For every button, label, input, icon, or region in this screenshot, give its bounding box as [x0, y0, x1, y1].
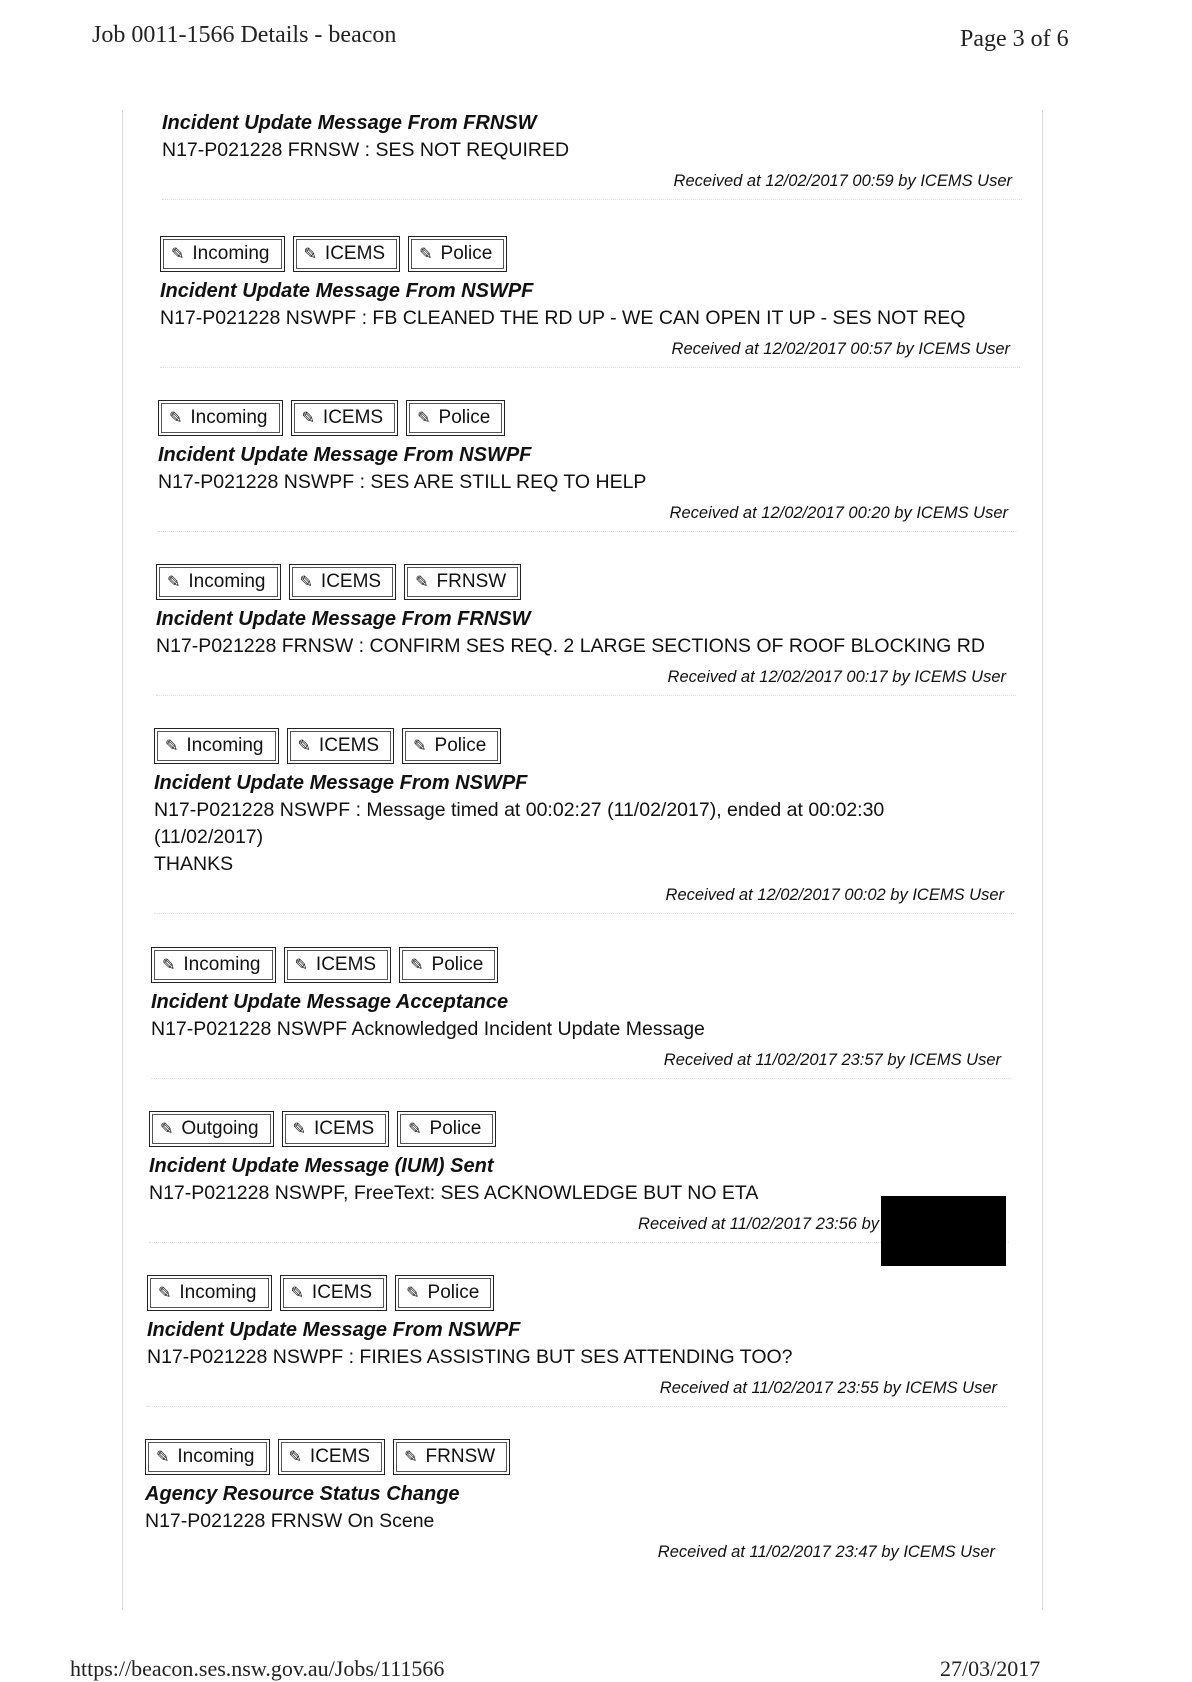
- tag-label: Incoming: [177, 1446, 255, 1467]
- entry-title: Incident Update Message Acceptance: [151, 991, 509, 1013]
- tag-system[interactable]: [284, 947, 392, 983]
- pencil-icon: ✎: [299, 574, 313, 591]
- tag-label: Outgoing: [181, 1118, 259, 1139]
- tag-direction[interactable]: [158, 400, 283, 436]
- pencil-icon: ✎: [290, 1285, 304, 1302]
- entry-separator: [158, 531, 1018, 532]
- entry-message: N17-P021228 NSWPF : FB CLEANED THE RD UP - WE CAN OPEN IT UP - SES NOT REQ: [160, 307, 966, 329]
- footer-url: https://beacon.ses.nsw.gov.au/Jobs/111566: [70, 1656, 445, 1681]
- entry-title: Incident Update Message From NSWPF: [147, 1319, 521, 1341]
- tag-label: ICEMS: [313, 1118, 375, 1139]
- pencil-icon: ✎: [297, 738, 311, 755]
- pencil-icon: ✎: [417, 410, 431, 427]
- entry-separator: [151, 1078, 1011, 1079]
- entry-separator: [147, 1406, 1007, 1407]
- tag-row: [154, 728, 1014, 766]
- entry-received: Received at 11/02/2017 23:56 by: [638, 1215, 879, 1233]
- entry-separator: [156, 695, 1016, 696]
- tag-label: ICEMS: [318, 735, 380, 756]
- log-entry: [154, 728, 1014, 914]
- entry-received: Received at 12/02/2017 00:59 by ICEMS User: [673, 172, 1012, 190]
- entry-received: Received at 12/02/2017 00:17 by ICEMS User: [667, 668, 1006, 686]
- pencil-icon: ✎: [165, 738, 179, 755]
- entry-message: N17-P021228 NSWPF : FIRIES ASSISTING BUT SES ATTENDING TOO?: [147, 1346, 793, 1368]
- tag-label: Incoming: [188, 571, 266, 592]
- tag-row: [158, 400, 1018, 438]
- tag-row: [147, 1275, 1007, 1313]
- pencil-icon: ✎: [160, 1121, 174, 1138]
- tag-row: [160, 236, 1020, 274]
- tag-direction[interactable]: [156, 564, 281, 600]
- entry-title: Incident Update Message From FRNSW: [162, 112, 537, 134]
- log-entry: [160, 236, 1020, 368]
- tag-row: [145, 1439, 1005, 1477]
- entry-received: Received at 12/02/2017 00:57 by ICEMS User: [671, 340, 1010, 358]
- tag-agency[interactable]: [402, 728, 501, 764]
- redaction-block: [881, 1196, 1006, 1266]
- tag-agency[interactable]: [395, 1275, 494, 1311]
- tag-label: Incoming: [192, 243, 270, 264]
- pencil-icon: ✎: [303, 246, 317, 263]
- entry-received: Received at 12/02/2017 00:20 by ICEMS User: [669, 504, 1008, 522]
- pencil-icon: ✎: [406, 1285, 420, 1302]
- entry-message: N17-P021228 NSWPF : Message timed at 00:02:27 (11/02/2017), ended at 00:02:30 (11/02/2017) THANKS: [154, 799, 885, 875]
- tag-label: Incoming: [179, 1282, 257, 1303]
- pencil-icon: ✎: [156, 1449, 170, 1466]
- tag-direction[interactable]: [147, 1275, 272, 1311]
- entry-message: N17-P021228 FRNSW : SES NOT REQUIRED: [162, 139, 570, 161]
- pencil-icon: ✎: [413, 738, 427, 755]
- tag-system[interactable]: [287, 728, 395, 764]
- log-entry: [145, 1439, 1005, 1562]
- tag-label: ICEMS: [322, 407, 384, 428]
- pencil-icon: ✎: [410, 957, 424, 974]
- tag-label: Incoming: [183, 954, 261, 975]
- entry-separator: [162, 199, 1022, 200]
- entry-received: Received at 11/02/2017 23:47 by ICEMS User: [657, 1543, 995, 1561]
- tag-agency[interactable]: [408, 236, 507, 272]
- tag-direction[interactable]: [149, 1111, 274, 1147]
- log-entry: [158, 400, 1018, 532]
- content-left-border: [122, 110, 123, 1610]
- entry-message: N17-P021228 NSWPF, FreeText: SES ACKNOWLEDGE BUT NO ETA: [149, 1182, 759, 1204]
- entry-received: Received at 11/02/2017 23:55 by ICEMS User: [659, 1379, 997, 1397]
- tag-system[interactable]: [282, 1111, 390, 1147]
- tag-label: ICEMS: [324, 243, 386, 264]
- tag-label: Police: [438, 407, 491, 428]
- pencil-icon: ✎: [415, 574, 429, 591]
- tag-system[interactable]: [293, 236, 401, 272]
- tag-agency[interactable]: [393, 1439, 510, 1475]
- log-entry: [151, 947, 1011, 1079]
- tag-system[interactable]: [289, 564, 397, 600]
- pencil-icon: ✎: [294, 957, 308, 974]
- tag-label: FRNSW: [425, 1446, 496, 1467]
- entry-received: Received at 11/02/2017 23:57 by ICEMS User: [663, 1051, 1001, 1069]
- footer-date: 27/03/2017: [940, 1656, 1041, 1681]
- tag-label: Incoming: [190, 407, 268, 428]
- tag-label: Police: [429, 1118, 482, 1139]
- tag-row: [156, 564, 1016, 602]
- pencil-icon: ✎: [408, 1121, 422, 1138]
- tag-label: FRNSW: [436, 571, 507, 592]
- tag-label: Police: [434, 735, 487, 756]
- entry-message: N17-P021228 FRNSW : CONFIRM SES REQ. 2 LARGE SECTIONS OF ROOF BLOCKING RD: [156, 635, 985, 657]
- tag-label: Incoming: [186, 735, 264, 756]
- entry-title: Agency Resource Status Change: [145, 1483, 460, 1505]
- tag-label: Police: [427, 1282, 480, 1303]
- tag-label: ICEMS: [320, 571, 382, 592]
- tag-agency[interactable]: [397, 1111, 496, 1147]
- pencil-icon: ✎: [169, 410, 183, 427]
- tag-system[interactable]: [280, 1275, 388, 1311]
- content-right-border: [1042, 110, 1043, 1610]
- tag-label: Police: [440, 243, 493, 264]
- tag-label: ICEMS: [309, 1446, 371, 1467]
- tag-direction[interactable]: [160, 236, 285, 272]
- pencil-icon: ✎: [158, 1285, 172, 1302]
- entry-received: Received at 12/02/2017 00:02 by ICEMS User: [665, 886, 1004, 904]
- tag-agency[interactable]: [399, 947, 498, 983]
- tag-system[interactable]: [291, 400, 399, 436]
- pencil-icon: ✎: [292, 1121, 306, 1138]
- entry-message: N17-P021228 FRNSW On Scene: [145, 1510, 435, 1532]
- log-entry: [156, 564, 1016, 696]
- pencil-icon: ✎: [419, 246, 433, 263]
- tag-agency[interactable]: [406, 400, 505, 436]
- page-number: Page 3 of 6: [960, 26, 1069, 52]
- log-entry: [149, 1111, 1009, 1243]
- entry-separator: [149, 1242, 1009, 1243]
- log-entry: [147, 1275, 1007, 1407]
- tag-label: ICEMS: [311, 1282, 373, 1303]
- tag-direction[interactable]: [151, 947, 276, 983]
- tag-system[interactable]: [278, 1439, 386, 1475]
- entry-separator: [160, 367, 1020, 368]
- tag-agency[interactable]: [404, 564, 521, 600]
- entry-title: Incident Update Message From NSWPF: [160, 280, 534, 302]
- entry-title: Incident Update Message (IUM) Sent: [149, 1155, 494, 1177]
- log-entry: [162, 110, 1022, 200]
- pencil-icon: ✎: [171, 246, 185, 263]
- tag-direction[interactable]: [154, 728, 279, 764]
- entry-separator: [154, 913, 1014, 914]
- tag-label: ICEMS: [315, 954, 377, 975]
- pencil-icon: ✎: [301, 410, 315, 427]
- tag-row: [151, 947, 1011, 985]
- entry-title: Incident Update Message From NSWPF: [158, 444, 532, 466]
- tag-row: [149, 1111, 1009, 1149]
- pencil-icon: ✎: [404, 1449, 418, 1466]
- pencil-icon: ✎: [167, 574, 181, 591]
- tag-direction[interactable]: [145, 1439, 270, 1475]
- tag-label: Police: [431, 954, 484, 975]
- entry-title: Incident Update Message From NSWPF: [154, 772, 528, 794]
- page-header-title: Job 0011-1566 Details - beacon: [92, 22, 397, 48]
- entry-message: N17-P021228 NSWPF : SES ARE STILL REQ TO HELP: [158, 471, 647, 493]
- entry-message: N17-P021228 NSWPF Acknowledged Incident Update Message: [151, 1018, 705, 1040]
- pencil-icon: ✎: [288, 1449, 302, 1466]
- entry-title: Incident Update Message From FRNSW: [156, 608, 531, 630]
- pencil-icon: ✎: [162, 957, 176, 974]
